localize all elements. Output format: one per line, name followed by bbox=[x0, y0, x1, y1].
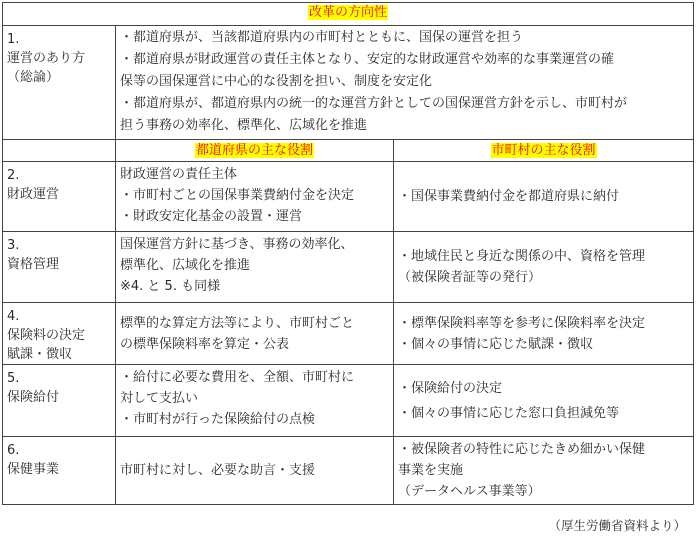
item-name: 運営のあり方 bbox=[7, 51, 86, 66]
item-name: 賦課・徴収 bbox=[7, 347, 73, 362]
item-cell bbox=[3, 26, 116, 140]
content-line: ・都道府県が、都道府県内の統一的な運営方針としての国保運営方針を示し、市町村が bbox=[120, 96, 628, 111]
content-line: ・都道府県が、当該都道府県内の市町村とともに、国保の運営を担う bbox=[120, 30, 524, 45]
table-row bbox=[3, 437, 694, 505]
prefecture-line: ・市町村ごとの国保事業費納付金を決定 bbox=[120, 188, 355, 203]
content-line: ・都道府県が財政運営の責任主体となり、安定的な財政運営や効率的な事業運営の確 bbox=[120, 52, 615, 67]
item-number: 5. bbox=[7, 371, 20, 386]
item-name: 資格管理 bbox=[7, 257, 60, 272]
municipality-cell bbox=[394, 437, 694, 505]
municipality-line: 事業を実施 bbox=[398, 463, 464, 478]
municipality-line: ・個々の事情に応じた賦課・徴収 bbox=[398, 336, 594, 352]
item-cell bbox=[3, 437, 116, 505]
direction-header-row bbox=[3, 3, 694, 26]
item-name: 保健事業 bbox=[7, 462, 60, 477]
prefecture-cell bbox=[116, 303, 394, 365]
item-number: 6. bbox=[7, 443, 20, 458]
blank-header-cell bbox=[3, 140, 116, 162]
item-number: 3. bbox=[7, 238, 20, 253]
item-name: 保険料の決定 bbox=[7, 328, 86, 343]
prefecture-header-cell bbox=[116, 140, 394, 162]
item-name: 財政運営 bbox=[7, 187, 60, 202]
item-name: 保険給付 bbox=[7, 390, 60, 405]
item-cell bbox=[3, 365, 116, 437]
municipality-line: ・国保事業費納付金を都道府県に納付 bbox=[398, 189, 620, 204]
item-cell bbox=[3, 303, 116, 365]
prefecture-cell bbox=[116, 437, 394, 505]
direction-content bbox=[116, 26, 694, 140]
table-row bbox=[3, 162, 694, 232]
item-cell bbox=[3, 232, 116, 303]
direction-header: 改革の方向性 bbox=[309, 5, 388, 20]
prefecture-cell bbox=[116, 162, 394, 232]
prefecture-line: 市町村に対し、必要な助言・支援 bbox=[120, 463, 316, 478]
prefecture-line: ・給付に必要な費用を、全額、市町村に bbox=[120, 370, 355, 385]
table-row bbox=[3, 26, 694, 140]
municipality-line: ・保険給付の決定 bbox=[398, 380, 503, 396]
prefecture-line: 標準化、広域化を推進 bbox=[120, 258, 251, 273]
municipality-line: （被保険者証等の発行） bbox=[398, 270, 542, 285]
prefecture-line: 対して支払い bbox=[120, 391, 199, 406]
prefecture-cell bbox=[116, 365, 394, 437]
item-cell bbox=[3, 162, 116, 232]
municipality-cell bbox=[394, 232, 694, 303]
municipality-role-header: 市町村の主な役割 bbox=[491, 143, 596, 158]
content-line: 保等の国保運営に中心的な役割を担い、制度を安定化 bbox=[120, 74, 433, 89]
prefecture-line: 国保運営方針に基づき、事務の効率化、 bbox=[120, 237, 354, 252]
municipality-line: ・地域住民と身近な関係の中、資格を管理 bbox=[398, 249, 646, 264]
municipality-header-cell bbox=[394, 140, 694, 162]
municipality-cell bbox=[394, 303, 694, 365]
table-row bbox=[3, 232, 694, 303]
municipality-cell bbox=[394, 365, 694, 437]
item-name: （総論） bbox=[7, 70, 60, 85]
source-note: （厚生労働省資料より） bbox=[548, 518, 686, 533]
municipality-line: （データヘルス事業等） bbox=[398, 484, 541, 499]
prefecture-line: ※4. と 5. も同様 bbox=[120, 279, 221, 294]
municipality-line: ・標準保険料率等を参考に保険料率を決定 bbox=[398, 315, 646, 331]
prefecture-cell bbox=[116, 232, 394, 303]
municipality-line: ・被保険者の特性に応じたきめ細かい保健 bbox=[398, 442, 646, 457]
table-row bbox=[3, 303, 694, 365]
role-header-row bbox=[3, 140, 694, 162]
reform-table bbox=[2, 2, 694, 505]
municipality-line: ・個々の事情に応じた窓口負担減免等 bbox=[398, 405, 620, 421]
content-line: 担う事務の効率化、標準化、広域化を推進 bbox=[120, 118, 368, 133]
prefecture-line: 標準的な算定方法等により、市町村ごと bbox=[120, 315, 355, 331]
prefecture-line: ・財政安定化基金の設置・運営 bbox=[120, 209, 303, 224]
item-number: 2. bbox=[7, 168, 20, 183]
prefecture-line: ・市町村が行った保険給付の点検 bbox=[120, 412, 316, 427]
prefecture-line: 財政運営の責任主体 bbox=[120, 167, 238, 182]
item-number: 1. bbox=[7, 32, 20, 47]
direction-header-cell bbox=[3, 3, 694, 26]
table-row bbox=[3, 365, 694, 437]
municipality-cell bbox=[394, 162, 694, 232]
prefecture-line: の標準保険料率を算定・公表 bbox=[120, 336, 290, 352]
item-number: 4. bbox=[7, 309, 20, 324]
prefecture-role-header: 都道府県の主な役割 bbox=[195, 143, 313, 158]
